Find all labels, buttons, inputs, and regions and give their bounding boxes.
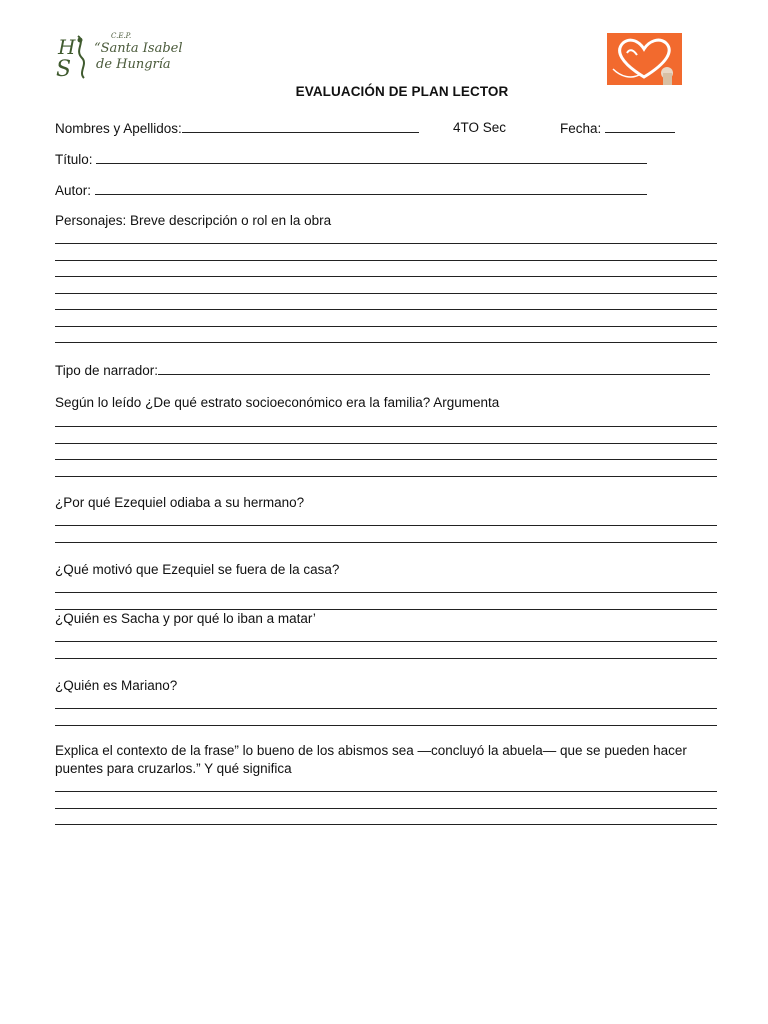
answer-line[interactable] [55,326,717,327]
answer-line[interactable] [55,592,717,593]
nombres-row [55,120,419,136]
question-6-line1: Explica el contexto de la frase” lo bueno de los abismos sea —concluyó la abuela— que se pueden hacer [55,743,687,758]
school-monogram-icon [56,32,96,80]
answer-line[interactable] [55,525,717,526]
titulo-row [55,151,647,167]
question-2: ¿Por qué Ezequiel odiaba a su hermano? [55,495,305,510]
answer-line[interactable] [55,542,717,543]
answer-line[interactable] [55,293,717,294]
school-logo [56,32,183,80]
fecha-label: Fecha: [560,121,602,136]
titulo-label: Título: [55,152,93,167]
question-5: ¿Quién es Mariano? [55,678,178,693]
logo-small-text: C.E.P. [111,32,132,40]
fecha-row [560,120,675,136]
question-4: ¿Quién es Sacha y por qué lo iban a matar’ [55,611,316,626]
answer-line[interactable] [55,443,717,444]
answer-line[interactable] [55,824,717,825]
titulo-blank[interactable] [96,151,647,164]
personajes-label: Personajes: Breve descripción o rol en la obra [55,213,332,228]
narrador-blank[interactable] [158,362,710,375]
autor-label: Autor: [55,183,92,198]
question-1: Según lo leído ¿De qué estrato socioeconómico era la familia? Argumenta [55,395,500,410]
answer-line[interactable] [55,791,717,792]
answer-line[interactable] [55,459,717,460]
answer-line[interactable] [55,725,717,726]
autor-blank[interactable] [95,182,647,195]
svg-text:S: S [56,57,72,80]
answer-line[interactable] [55,476,717,477]
fecha-blank[interactable] [605,120,675,133]
answer-line[interactable] [55,243,717,244]
answer-line[interactable] [55,426,717,427]
heart-outline-icon [607,33,682,85]
grado-label: 4TO Sec [453,120,507,135]
autor-row [55,182,647,198]
logo-line2: de Hungría [96,57,171,72]
question-3: ¿Qué motivó que Ezequiel se fuera de la casa? [55,562,340,577]
page-title: EVALUACIÓN DE PLAN LECTOR [295,84,509,99]
answer-line[interactable] [55,658,717,659]
answer-line[interactable] [55,260,717,261]
question-6-line2: puentes para cruzarlos.” Y qué significa [55,761,292,776]
answer-line[interactable] [55,342,717,343]
answer-line[interactable] [55,641,717,642]
narrador-label: Tipo de narrador: [55,363,159,378]
answer-line[interactable] [55,609,717,610]
narrador-row [55,362,710,378]
answer-line[interactable] [55,276,717,277]
nombres-label: Nombres y Apellidos: [55,121,182,136]
svg-text:H: H [58,35,76,59]
answer-line[interactable] [55,808,717,809]
answer-line[interactable] [55,708,717,709]
answer-line[interactable] [55,309,717,310]
heart-logo [607,33,682,85]
logo-line1: “Santa Isabel [94,41,183,56]
nombres-blank[interactable] [182,120,419,133]
